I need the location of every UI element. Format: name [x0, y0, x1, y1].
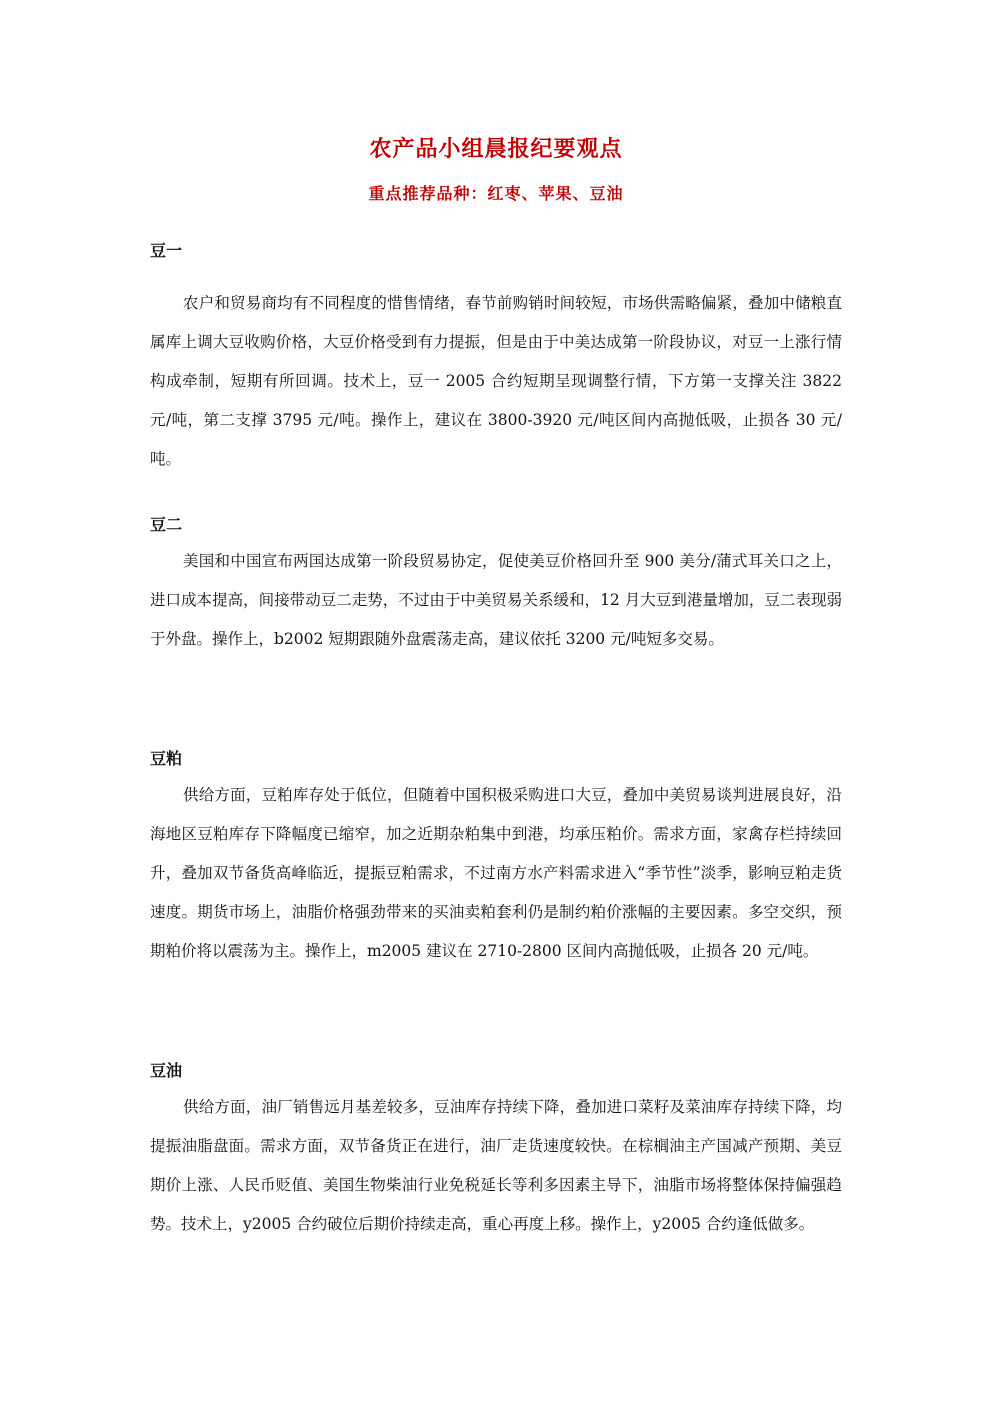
section-body-soymeal: 供给方面，豆粕库存处于低位，但随着中国积极采购进口大豆，叠加中美贸易谈判进展良好，沿海地区豆粕库存下降幅度已缩窄，加之近期杂粕集中到港，均承压粕价。需求方面，家禽存栏持续回升，叠加双节备货高峰临近，提振豆粕需求，不过南方水产料需求进入“季节性”淡季，影响豆粕走货速度。期货市场上，油脂价格强劲带来的买油卖粕套利仍是制约粕价涨幅的主要因素。多空交织，预期粕价将以震荡为主。操作上，m2005 建议在 2710-2800 区间内高抛低吸，止损各 20 元/吨。	[150, 786, 842, 960]
section-body-soybean-1: 农户和贸易商均有不同程度的惜售情绪，春节前购销时间较短，市场供需略偏紧，叠加中储粮直属库上调大豆收购价格，大豆价格受到有力提振，但是由于中美达成第一阶段协议，对豆一上涨行情构成牵制，短期有所回调。技术上，豆一 2005 合约短期呈现调整行情，下方第一支撑关注 3822 元/吨，第二支撑 3795 元/吨。操作上，建议在 3800-3920 元/吨区间内高抛低吸，止损各 30 元/吨。	[150, 294, 842, 468]
recommended-varieties-subtitle: 重点推荐品种：红枣、苹果、豆油	[368, 184, 624, 203]
section-heading-soybean-1: 豆一	[150, 241, 183, 260]
section-body-soybean-2: 美国和中国宣布两国达成第一阶段贸易协定，促使美豆价格回升至 900 美分/蒲式耳关口之上，进口成本提高，间接带动豆二走势，不过由于中美贸易关系缓和，12 月大豆到港量增加，豆二表现弱于外盘。操作上，b2002 短期跟随外盘震荡走高，建议依托 3200 元/吨短多交易。	[150, 552, 842, 648]
section-heading-soymeal: 豆粕	[150, 749, 183, 768]
section-heading-soybean-2: 豆二	[150, 515, 183, 534]
section-body-soyoil: 供给方面，油厂销售远月基差较多，豆油库存持续下降，叠加进口菜籽及菜油库存持续下降，均提振油脂盘面。需求方面，双节备货正在进行，油厂走货速度较快。在棕榈油主产国减产预期、美豆期价上涨、人民币贬值、美国生物柴油行业免税延长等利多因素主导下，油脂市场将整体保持偏强趋势。技术上，y2005 合约破位后期价持续走高，重心再度上移。操作上，y2005 合约逢低做多。	[150, 1098, 842, 1233]
document-title: 农产品小组晨报纪要观点	[369, 136, 623, 162]
section-heading-soyoil: 豆油	[150, 1061, 183, 1080]
